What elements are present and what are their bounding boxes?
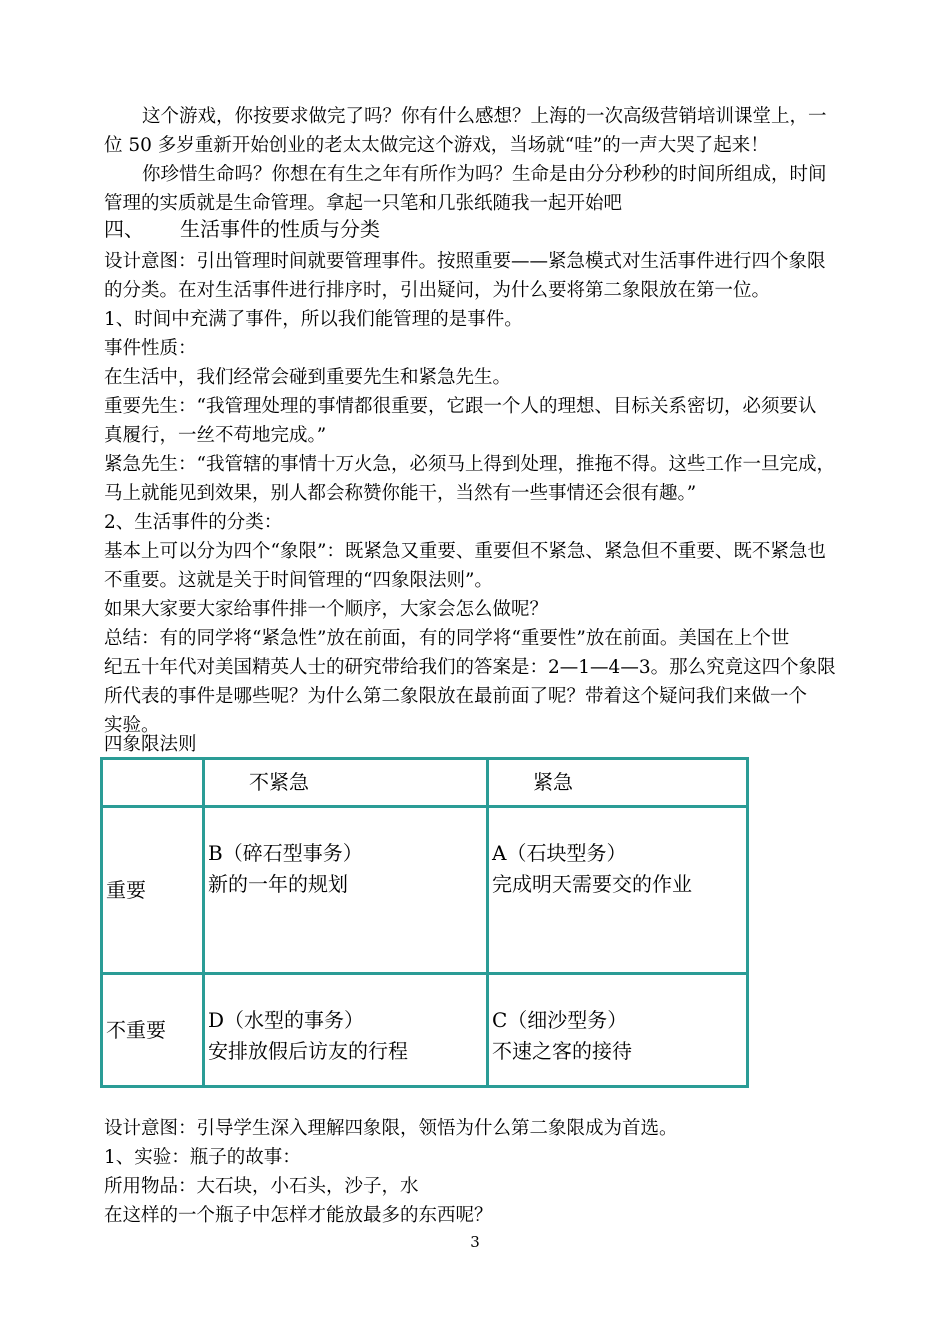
summary-line2: 纪五十年代对美国精英人士的研究带给我们的答案是：2—1—4—3。那么究竟这四个象限 bbox=[104, 657, 836, 678]
meet-mr-line: 在生活中，我们经常会碰到重要先生和紧急先生。 bbox=[104, 367, 512, 388]
quadrant-a-cell bbox=[488, 807, 748, 974]
summary-line3: 所代表的事件是哪些呢？为什么第二象限放在最前面了呢？带着这个疑问我们来做一个 bbox=[104, 686, 808, 707]
quadrant-c-cell bbox=[488, 974, 748, 1087]
design-intent-2: 设计意图：引导学生深入理解四象限，领悟为什么第二象限成为首选。 bbox=[104, 1118, 678, 1139]
section-number: 四、 bbox=[104, 217, 144, 241]
summary-line1: 总结：有的同学将“紧急性”放在前面，有的同学将“重要性”放在前面。美国在上个世 bbox=[104, 628, 790, 649]
mr-urgent-line1: 紧急先生：“我管辖的事情十万火急，必须马上得到处理，推拖不得。这些工作一旦完成， bbox=[104, 454, 835, 475]
summary-line4: 实验。 bbox=[104, 715, 160, 736]
table-row-important bbox=[102, 807, 748, 974]
quadrant-c-title: C（细沙型务） bbox=[492, 1008, 628, 1032]
table-header-row bbox=[102, 759, 748, 807]
page-number: 3 bbox=[470, 1233, 480, 1251]
design-intent-line2: 的分类。在对生活事件进行排序时，引出疑问，为什么要将第二象限放在第一位。 bbox=[104, 280, 771, 301]
table-title: 四象限法则 bbox=[104, 734, 197, 755]
quadrant-b-cell bbox=[204, 807, 488, 974]
mr-important-line1: 重要先生：“我管理处理的事情都很重要，它跟一个人的理想、目标关系密切，必须要认 bbox=[104, 396, 817, 417]
design-intent-line1: 设计意图：引出管理时间就要管理事件。按照重要——紧急模式对生活事件进行四个象限 bbox=[104, 251, 826, 272]
paragraph-cherish-life-line1: 你珍惜生命吗？你想在有生之年有所作为吗？生命是由分分秒秒的时间所组成，时间 bbox=[142, 164, 827, 185]
paragraph-cherish-life-line2: 管理的实质就是生命管理。拿起一只笔和几张纸随我一起开始吧 bbox=[104, 193, 623, 214]
bottle-question: 在这样的一个瓶子中怎样才能放最多的东西呢？ bbox=[104, 1205, 493, 1226]
ordering-question: 如果大家要大家给事件排一个顺序，大家会怎么做呢？ bbox=[104, 599, 549, 620]
classification-line2: 不重要。这就是关于时间管理的“四象限法则”。 bbox=[104, 570, 493, 591]
mr-important-line2: 真履行，一丝不苟地完成。” bbox=[104, 425, 327, 446]
classification-line1: 基本上可以分为四个“象限”：既紧急又重要、重要但不紧急、紧急但不重要、既不紧急也 bbox=[104, 541, 826, 562]
quadrant-d-example: 安排放假后访友的行程 bbox=[208, 1039, 408, 1063]
section-title: 生活事件的性质与分类 bbox=[180, 217, 380, 241]
quadrant-a-example: 完成明天需要交的作业 bbox=[492, 872, 692, 896]
point-1-events: 1、时间中充满了事件，所以我们能管理的是事件。 bbox=[104, 309, 523, 330]
quadrant-c-example: 不速之客的接待 bbox=[492, 1039, 632, 1063]
event-nature-label: 事件性质： bbox=[104, 338, 197, 359]
four-quadrant-table bbox=[100, 757, 749, 1088]
table-corner-cell bbox=[102, 759, 204, 807]
point-2-classification: 2、生活事件的分类： bbox=[104, 512, 283, 533]
materials-line: 所用物品：大石块，小石头，沙子，水 bbox=[104, 1176, 419, 1197]
section-heading bbox=[104, 215, 849, 243]
experiment-title: 1、实验：瓶子的故事： bbox=[104, 1147, 301, 1168]
quadrant-d-cell bbox=[204, 974, 488, 1087]
row-label-not-important: 不重要 bbox=[102, 974, 204, 1087]
header-urgent: 紧急 bbox=[488, 759, 748, 807]
table-row-not-important bbox=[102, 974, 748, 1087]
quadrant-b-title: B（碎石型事务） bbox=[208, 841, 363, 865]
paragraph-game-reflection-line2: 位 50 多岁重新开始创业的老太太做完这个游戏，当场就“哇”的一声大哭了起来！ bbox=[104, 135, 769, 156]
header-not-urgent: 不紧急 bbox=[204, 759, 488, 807]
quadrant-d-title: D（水型的事务） bbox=[208, 1008, 365, 1032]
quadrant-a-title: A（石块型务） bbox=[492, 841, 627, 865]
mr-urgent-line2: 马上就能见到效果，别人都会称赞你能干，当然有一些事情还会很有趣。” bbox=[104, 483, 697, 504]
quadrant-b-example: 新的一年的规划 bbox=[208, 872, 348, 896]
row-label-important: 重要 bbox=[102, 807, 204, 974]
paragraph-game-reflection-line1: 这个游戏，你按要求做完了吗？你有什么感想？上海的一次高级营销培训课堂上，一 bbox=[142, 106, 827, 127]
